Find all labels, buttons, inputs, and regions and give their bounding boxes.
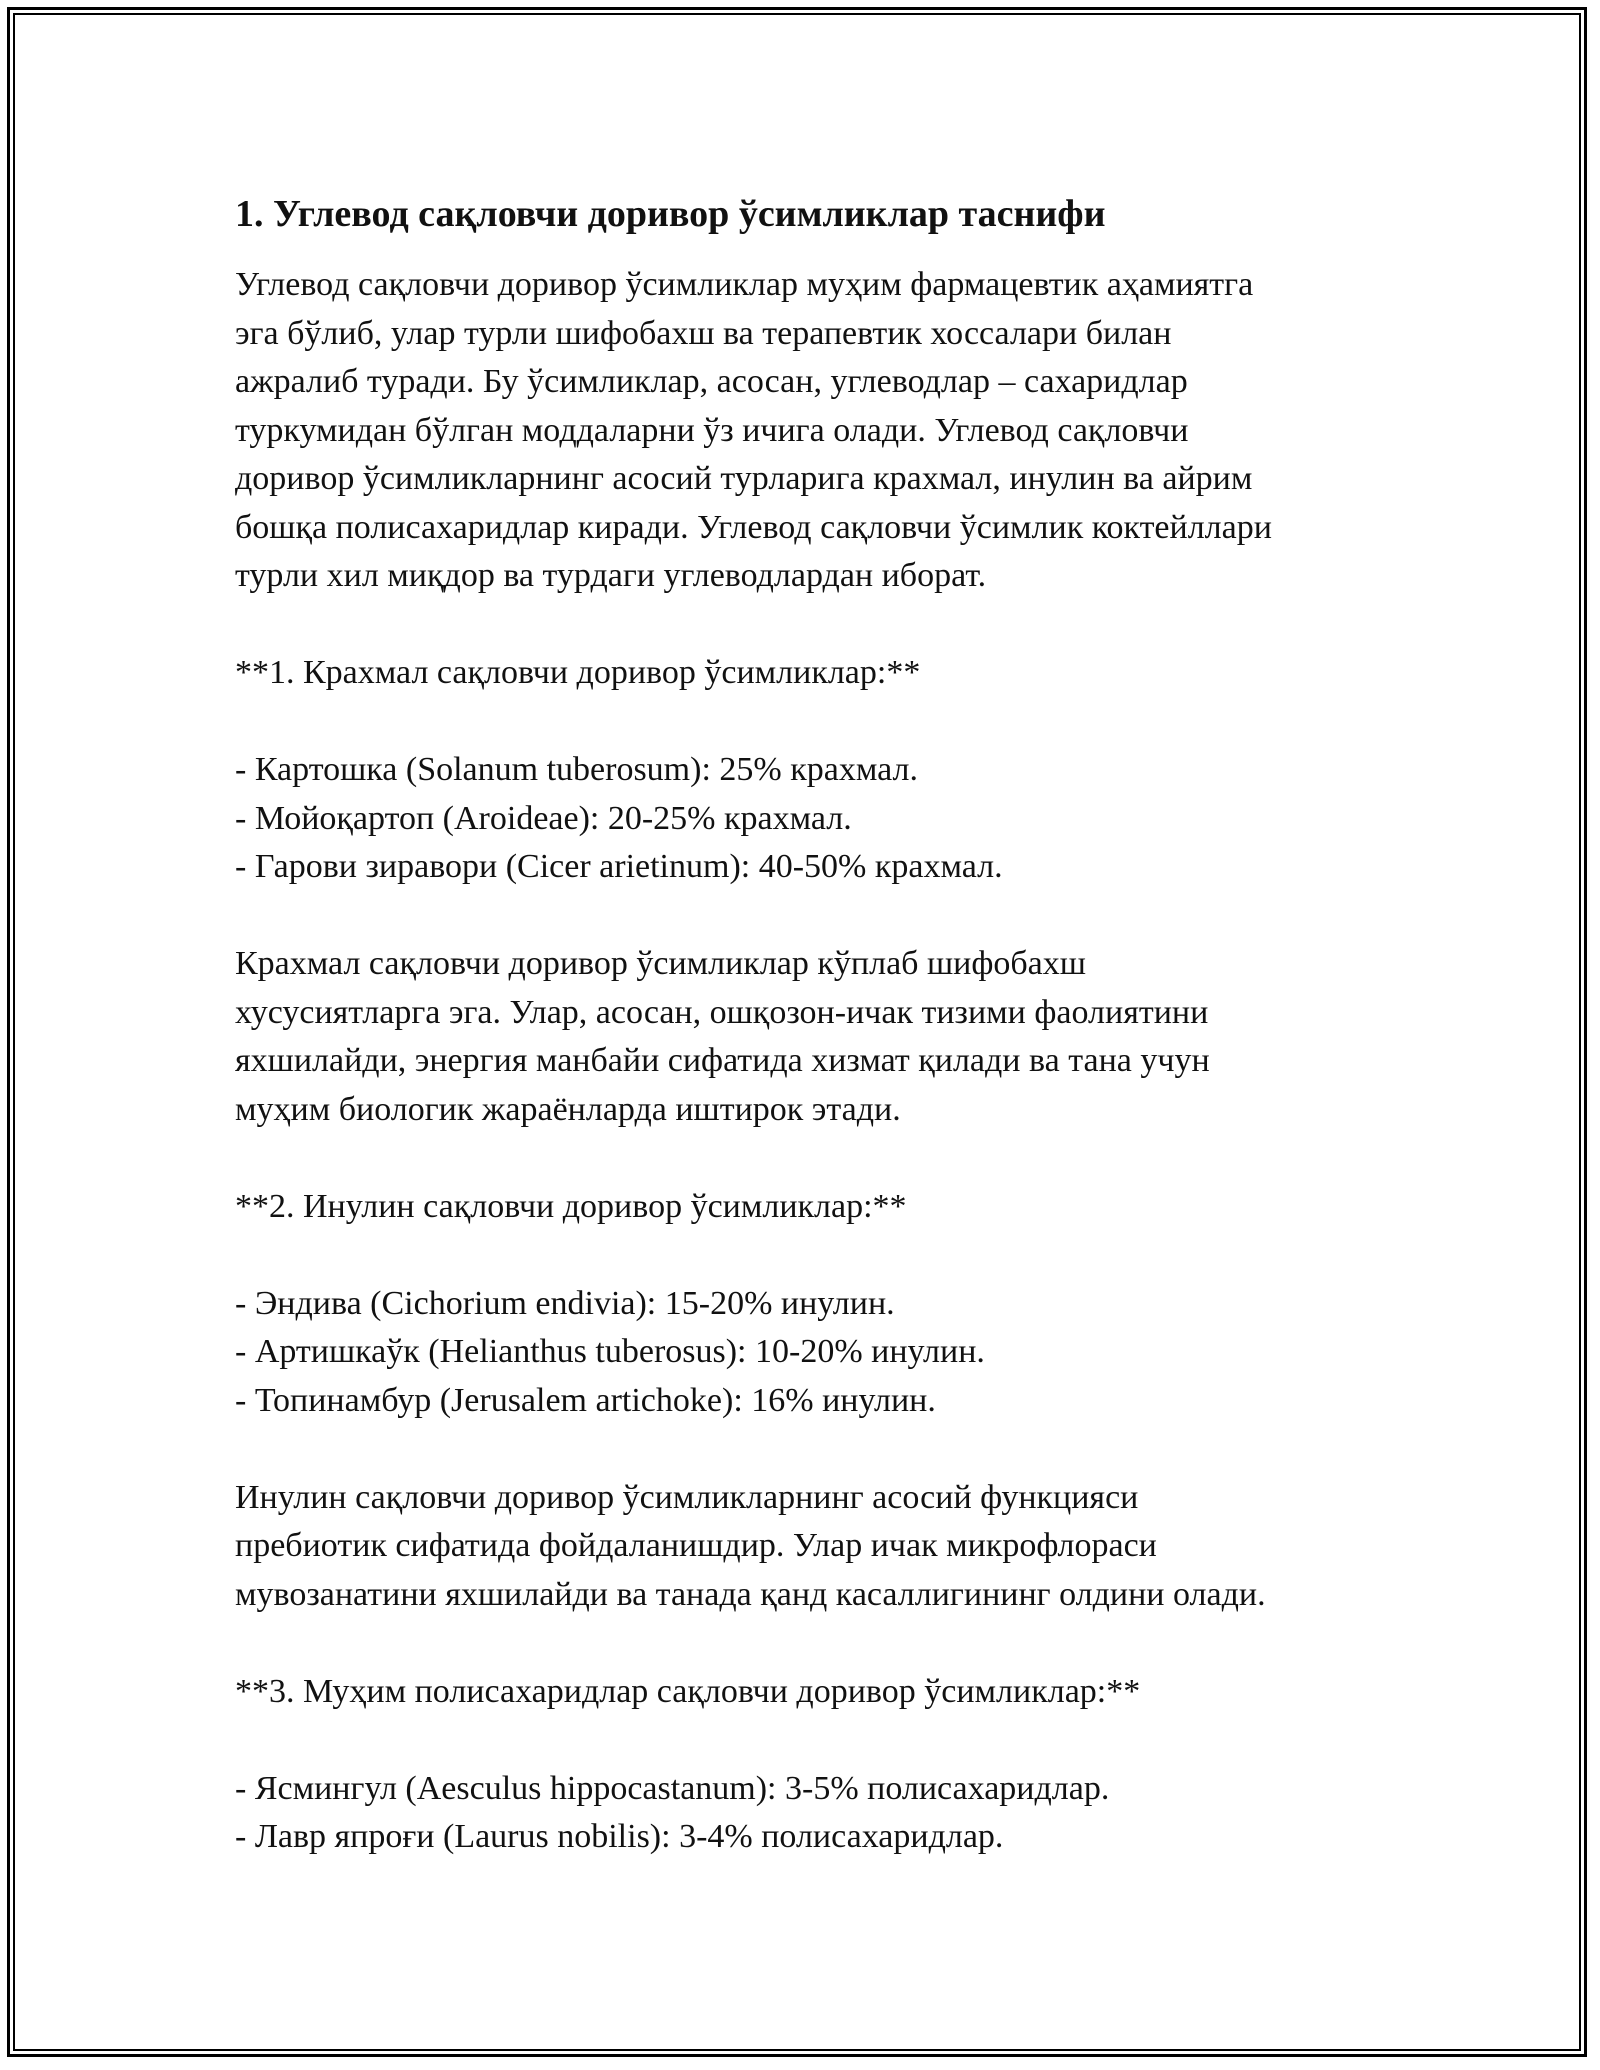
spacer	[235, 1425, 1395, 1474]
intro-line: туркумидан бўлган моддаларни ўз ичига олади. Углевод сақловчи	[235, 411, 1189, 449]
subsection-title-starch	[235, 649, 1395, 698]
paragraph-line: мувозанатини яхшилайди ва танада қанд касаллигининг олдини олади.	[235, 1575, 1266, 1613]
paragraph-line: Крахмал сақловчи доривор ўсимликлар кўплаб шифобахш	[235, 945, 1086, 982]
subsection-title-polysaccharides	[235, 1668, 1395, 1717]
spacer	[235, 1716, 1395, 1765]
subsection-title-text: **1. Крахмал сақловчи доривор ўсимликлар:**	[235, 654, 921, 691]
spacer	[235, 601, 1395, 650]
intro-line: ажралиб туради. Бу ўсимликлар, асосан, углеводлар – сахаридлар	[235, 363, 1188, 400]
intro-line: эга бўлиб, улар турли шифобахш ва терапевтик хоссалари билан	[235, 314, 1172, 352]
list-item: - Топинамбур (Jerusalem artichoke): 16% инулин.	[235, 1381, 936, 1419]
starch-plant-list	[235, 746, 1395, 892]
section-heading: 1. Углевод сақловчи доривор ўсимликлар таснифи	[235, 193, 1106, 235]
paragraph-line: Инулин сақловчи доривор ўсимликларнинг асосий функцияси	[235, 1478, 1139, 1516]
list-item: - Мойоқартоп (Aroideae): 20-25% крахмал.	[235, 799, 852, 837]
intro-line: турли хил миқдор ва турдаги углеводлардан иборат.	[235, 557, 987, 594]
paragraph-line: пребиотик сифатида фойдаланишдир. Улар ичак микрофлораси	[235, 1527, 1157, 1564]
paragraph-line: хусусиятларга эга. Улар, асосан, ошқозон-ичак тизими фаолиятини	[235, 993, 1209, 1031]
list-item: - Эндива (Cichorium endivia): 15-20% инулин.	[235, 1284, 895, 1322]
intro-paragraph	[235, 261, 1395, 601]
subsection-title-text: **3. Муҳим полисахаридлар сақловчи доривор ўсимликлар:**	[235, 1672, 1141, 1710]
inulin-plant-list	[235, 1280, 1395, 1426]
document-body	[235, 187, 1395, 1862]
list-item: - Артишкаўк (Helianthus tuberosus): 10-20% инулин.	[235, 1333, 985, 1370]
spacer	[235, 1231, 1395, 1280]
list-item: - Лавр япроғи (Laurus nobilis): 3-4% полисахаридлар.	[235, 1818, 1004, 1855]
intro-line: бошқа полисахаридлар киради. Углевод сақловчи ўсимлик коктейллари	[235, 508, 1272, 546]
starch-paragraph	[235, 940, 1395, 1134]
inulin-paragraph	[235, 1474, 1395, 1620]
list-item: - Картошка (Solanum tuberosum): 25% крахмал.	[235, 751, 918, 788]
subsection-title-inulin	[235, 1183, 1395, 1232]
spacer	[235, 1619, 1395, 1668]
spacer	[235, 698, 1395, 747]
paragraph-line: муҳим биологик жараёнларда иштирок этади.	[235, 1090, 901, 1128]
list-item: - Ясмингул (Aesculus hippocastanum): 3-5% полисахаридлар.	[235, 1769, 1110, 1807]
intro-line: доривор ўсимликларнинг асосий турларига крахмал, инулин ва айрим	[235, 460, 1253, 497]
spacer	[235, 1134, 1395, 1183]
paragraph-line: яхшилайди, энергия манбайи сифатида хизмат қилади ва тана учун	[235, 1042, 1210, 1079]
subsection-title-text: **2. Инулин сақловчи доривор ўсимликлар:**	[235, 1187, 907, 1225]
list-item: - Гарови зиравори (Cicer arietinum): 40-50% крахмал.	[235, 848, 1003, 885]
spacer	[235, 892, 1395, 941]
polysaccharide-plant-list	[235, 1765, 1395, 1862]
intro-line: Углевод сақловчи доривор ўсимликлар муҳим фармацевтик аҳамиятга	[235, 266, 1254, 303]
